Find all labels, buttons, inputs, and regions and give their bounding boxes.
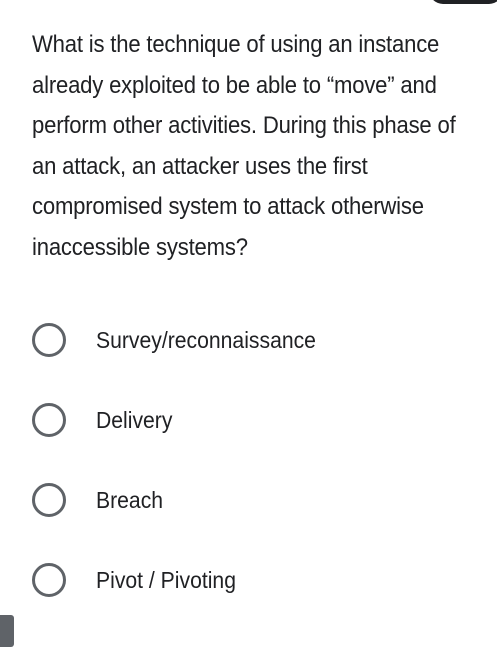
option-label: Survey/reconnaissance	[96, 326, 316, 353]
question-text: What is the technique of using an instance already exploited to be able to “move” and perform other activities. During this phase of an attack, an attacker uses the first compromised system to attack otherwise inaccessible systems?	[32, 31, 456, 261]
answer-options	[32, 320, 335, 640]
radio-button[interactable]	[32, 323, 66, 357]
option-label: Breach	[96, 486, 164, 513]
radio-button[interactable]	[32, 483, 66, 517]
option-pivot-pivoting[interactable]	[32, 560, 335, 600]
option-delivery[interactable]	[32, 400, 335, 440]
option-breach[interactable]	[32, 480, 335, 520]
radio-button[interactable]	[32, 563, 66, 597]
option-label: Pivot / Pivoting	[96, 566, 236, 593]
top-corner-tab	[429, 0, 497, 4]
option-survey-reconnaissance[interactable]	[32, 320, 335, 360]
radio-button[interactable]	[32, 403, 66, 437]
option-label: Delivery	[96, 406, 173, 433]
side-scroll-handle[interactable]	[0, 615, 14, 647]
